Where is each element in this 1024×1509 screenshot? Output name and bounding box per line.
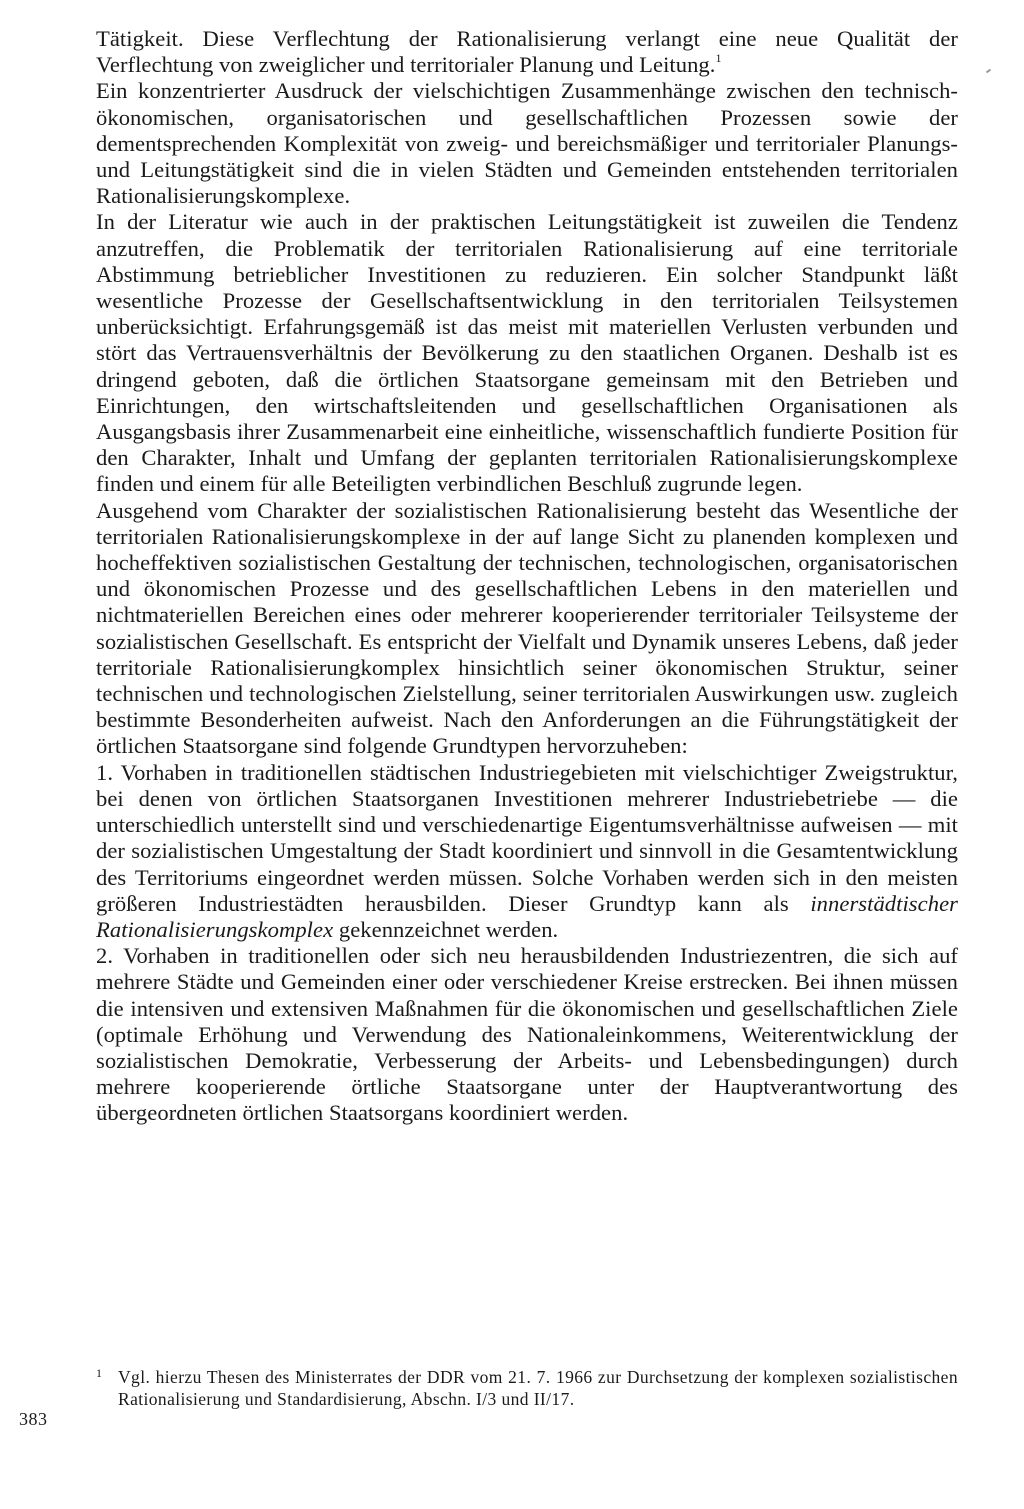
body-text (96, 26, 958, 1127)
list-item-1-text: 1. Vorhaben in traditionellen städtischen Industriegebieten mit vielschichtiger Zweigstruktur, bei denen von örtlichen Staatsorganen Investitionen mehrerer Industriebetriebe — die unterschiedlich unterstellt sind und verschiedenartige Eigentumsverhältnisse aufweisen — mit der sozialistischen Umgestaltung der Stadt koordiniert und sinnvoll in die Gesamtentwicklung des Territoriums eingeordnet werden müssen. Solche Vorhaben werden sich in den meisten größeren Industriestädten herausbilden. Dieser Grundtyp kann als (96, 759, 958, 916)
page-body (96, 26, 958, 1127)
footnote (96, 1366, 958, 1410)
paragraph-1 (96, 26, 958, 78)
list-item-1-emphasis: innerstädtischer Rationalisierungskomplex (96, 890, 958, 942)
paragraph-1-text: Tätigkeit. Diese Verflechtung der Rationalisierung verlangt eine neue Qualität der Verflechtung von zweiglicher und territorialer Planung und Leitung. (96, 26, 958, 78)
paragraph-4: Ausgehend vom Charakter der sozialistischen Rationalisierung besteht das Wesentliche der territorialen Rationalisierungskomplexe in der auf lange Sicht zu planenden komplexen und hocheffektiven sozialistischen Gestaltung der technischen, technologischen, organisatorischen und ökonomischen Prozesse und des gesellschaftlichen Lebens in den materiellen und nichtmateriellen Bereichen eines oder mehrerer kooperierender territorialer Teilsysteme der sozialistischen Gesellschaft. Es entspricht der Vielfalt und Dynamik unseres Lebens, daß jeder territoriale Rationalisierungkomplex hinsichtlich seiner ökonomischen Struktur, seiner technischen und technologischen Zielstellung, seiner territorialen Auswirkungen usw. zugleich bestimmte Besonderheiten aufweist. Nach den Anforderungen an die Führungstätigkeit der örtlichen Staatsorgane sind folgende Grundtypen hervorzuheben: (96, 497, 958, 759)
list-item-2 (96, 943, 958, 1126)
footnote-mark: 1 (96, 1366, 103, 1380)
paragraph-2: Ein konzentrierter Ausdruck der vielschichtigen Zusammenhänge zwischen den technisch-ökonomischen, organisatorischen und gesellschaftlichen Prozessen sowie der dementsprechenden Komplexität von zweig- und bereichsmäßiger und territorialer Planungs- und Leitungstätigkeit sind die in vielen Städten und Gemeinden entstehenden territorialen Rationalisierungskomplexe. (96, 78, 958, 209)
footnote-reference: 1 (715, 50, 722, 65)
list-item-1 (96, 760, 958, 943)
footnote-area (96, 1366, 958, 1410)
footnote-text: Vgl. hierzu Thesen des Ministerrates der DDR vom 21. 7. 1966 zur Durchsetzung der komplexen sozialistischen Rationalisierung und Standardisierung, Abschn. I/3 und II/17. (118, 1367, 958, 1409)
list-item-1-tail: gekennzeichnet werden. (333, 916, 559, 942)
list-item-2-text: 2. Vorhaben in traditionellen oder sich neu herausbildenden Industriezentren, die sich auf mehrere Städte und Gemeinden einer oder verschiedener Kreise erstrecken. Bei ihnen müssen die intensiven und extensiven Maßnahmen für die ökonomischen und gesellschaftlichen Ziele (optimale Erhöhung und Verwendung des Nationaleinkommens, Weiterentwicklung der sozialistischen Demokratie, Verbesserung der Arbeits- und Lebensbedingungen) durch mehrere kooperierende örtliche Staatsorgane unter der Hauptverantwortung des übergeordneten örtlichen Staatsorgans koordiniert werden. (96, 943, 958, 1126)
paragraph-3: In der Literatur wie auch in der praktischen Leitungstätigkeit ist zuweilen die Tendenz anzutreffen, die Problematik der territorialen Rationalisierung auf eine territoriale Abstimmung betrieblicher Investitionen zu reduzieren. Ein solcher Standpunkt läßt wesentliche Prozesse der Gesellschaftsentwicklung in den territorialen Teilsystemen unberücksichtigt. Erfahrungsgemäß ist das meist mit materiellen Verlusten verbunden und stört das Vertrauensverhältnis der Bevölkerung zu den staatlichen Organen. Deshalb ist es dringend geboten, daß die örtlichen Staatsorgane gemeinsam mit den Betrieben und Einrichtungen, den wirtschaftsleitenden und gesellschaftlichen Organisationen als Ausgangsbasis ihrer Zusammenarbeit eine einheitliche, wissenschaftlich fundierte Position für den Charakter, Inhalt und Umfang der geplanten territorialen Rationalisierungskomplexe finden und einem für alle Beteiligten verbindlichen Beschluß zugrunde legen. (96, 209, 958, 497)
scan-speck (986, 69, 991, 74)
page-number: 383 (19, 1409, 48, 1429)
